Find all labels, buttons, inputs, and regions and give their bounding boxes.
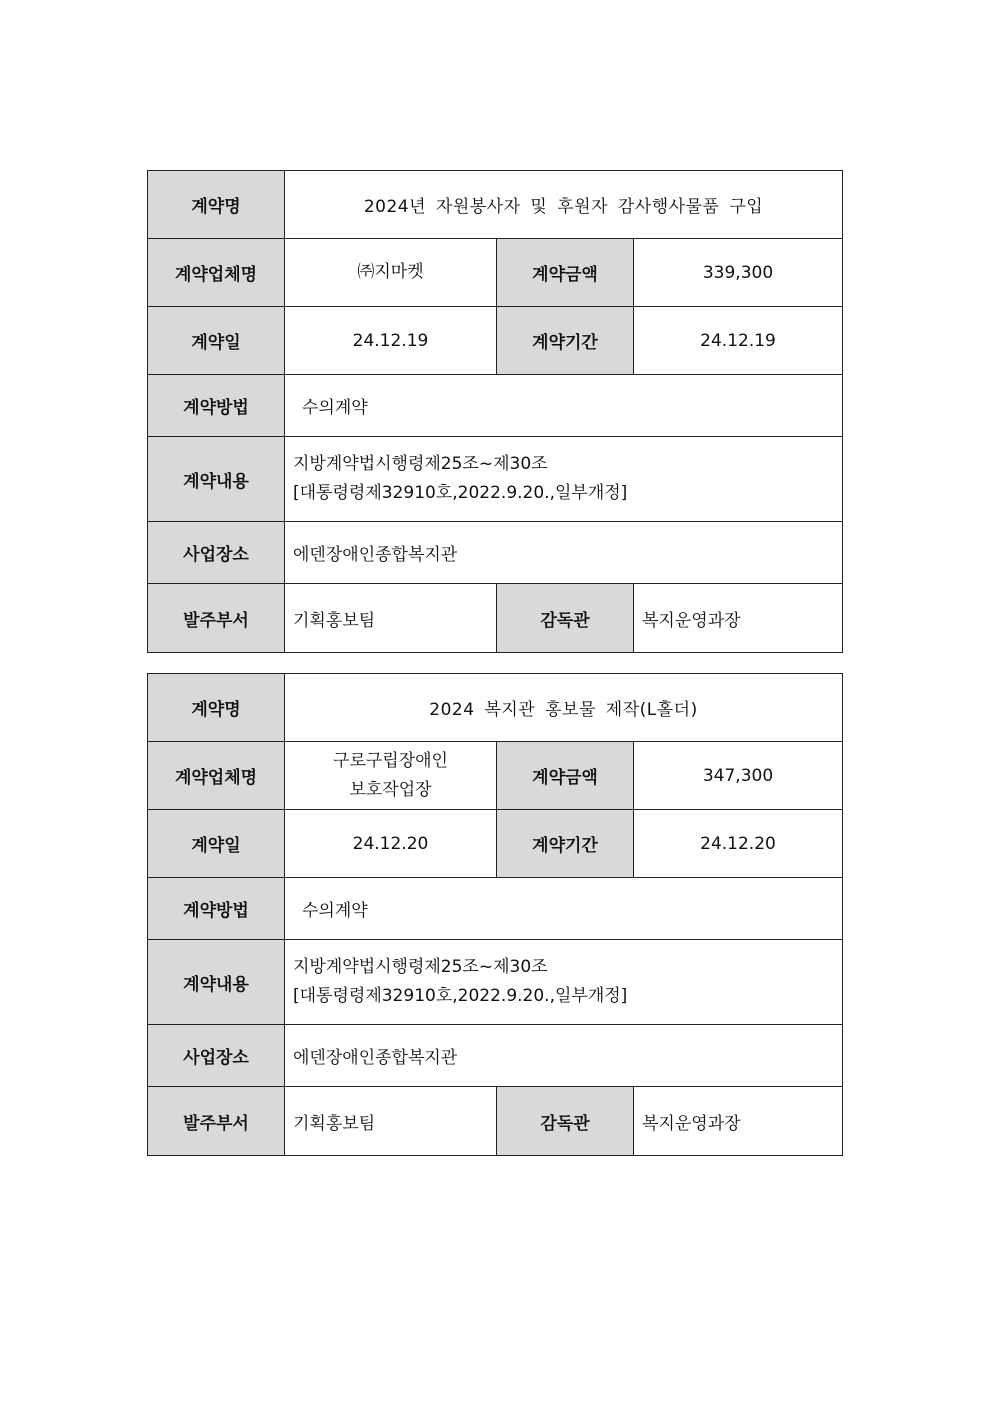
date-value: 24.12.19 [285,307,497,375]
content-line-1: 지방계약법시행령제25조~제30조 [293,957,548,977]
content-row [148,940,843,1025]
department-supervisor-row [148,584,843,653]
contract-name-label: 계약명 [148,674,285,742]
method-row [148,375,843,437]
vendor-amount-row [148,239,843,307]
method-value: 수의계약 [285,878,843,940]
date-label: 계약일 [148,810,285,878]
vendor-label: 계약업체명 [148,239,285,307]
contract-name-label: 계약명 [148,171,285,239]
method-value: 수의계약 [285,375,843,437]
vendor-value [285,239,497,307]
department-label: 발주부서 [148,584,285,653]
date-value: 24.12.20 [285,810,497,878]
supervisor-value: 복지운영과장 [634,584,843,653]
period-label: 계약기간 [497,307,634,375]
period-value: 24.12.19 [634,307,843,375]
vendor-label: 계약업체명 [148,742,285,810]
supervisor-value: 복지운영과장 [634,1087,843,1156]
period-label: 계약기간 [497,810,634,878]
method-label: 계약방법 [148,878,285,940]
amount-label: 계약금액 [497,239,634,307]
vendor-line-1: 구로구립장애인 [333,750,448,771]
method-label: 계약방법 [148,375,285,437]
contract-table-2 [147,673,843,1156]
contract-name-row [148,674,843,742]
department-value: 기획홍보팀 [285,1087,497,1156]
department-value: 기획홍보팀 [285,584,497,653]
period-value: 24.12.20 [634,810,843,878]
content-value [285,437,843,522]
content-line-1: 지방계약법시행령제25조~제30조 [293,454,548,474]
amount-label: 계약금액 [497,742,634,810]
content-value [285,940,843,1025]
vendor-line: ㈜지마켓 [357,262,424,282]
contract-name-value: 2024년 자원봉사자 및 후원자 감사행사물품 구입 [285,171,843,239]
date-period-row [148,307,843,375]
date-label: 계약일 [148,307,285,375]
supervisor-label: 감독관 [497,1087,634,1156]
site-value: 에덴장애인종합복지관 [285,1025,843,1087]
contract-name-value: 2024 복지관 홍보물 제작(L홀더) [285,674,843,742]
vendor-line-2: 보호작업장 [349,779,432,800]
content-line-2: [대통령령제32910호,2022.9.20.,일부개정] [293,986,628,1006]
supervisor-label: 감독관 [497,584,634,653]
site-value: 에덴장애인종합복지관 [285,522,843,584]
contract-table-1 [147,170,843,653]
site-row [148,1025,843,1087]
amount-value: 339,300 [634,239,843,307]
department-supervisor-row [148,1087,843,1156]
date-period-row [148,810,843,878]
contract-name-row [148,171,843,239]
amount-value: 347,300 [634,742,843,810]
site-label: 사업장소 [148,522,285,584]
site-row [148,522,843,584]
site-label: 사업장소 [148,1025,285,1087]
content-line-2: [대통령령제32910호,2022.9.20.,일부개정] [293,483,628,503]
vendor-value [285,742,497,810]
content-label: 계약내용 [148,940,285,1025]
content-row [148,437,843,522]
department-label: 발주부서 [148,1087,285,1156]
method-row [148,878,843,940]
content-label: 계약내용 [148,437,285,522]
vendor-amount-row [148,742,843,810]
